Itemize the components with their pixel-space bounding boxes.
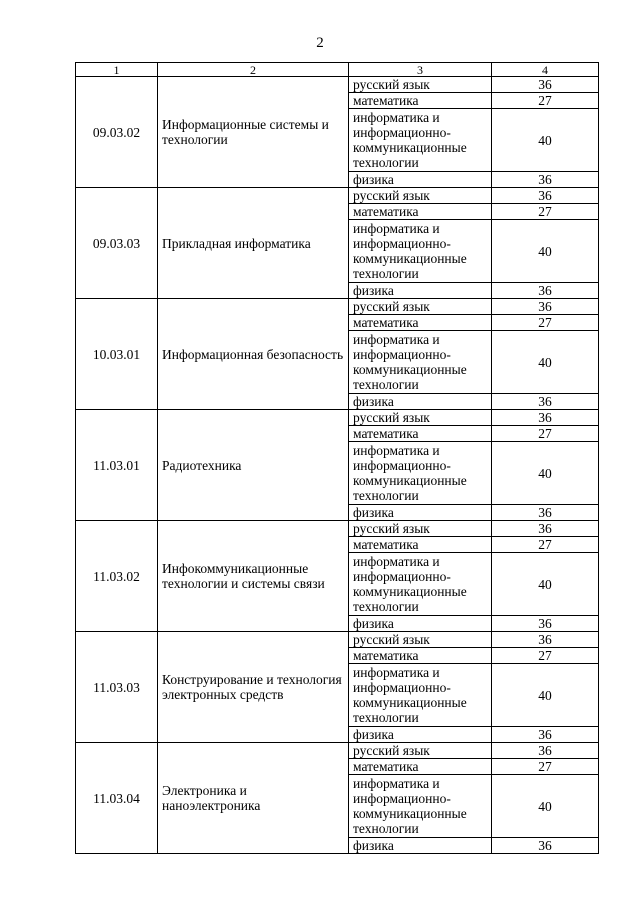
program-name: Информационная безопасность	[158, 299, 349, 410]
minimum-score: 36	[492, 283, 599, 299]
minimum-score: 27	[492, 759, 599, 775]
minimum-score: 36	[492, 616, 599, 632]
program-code: 11.03.01	[76, 410, 158, 521]
table-body	[76, 63, 599, 854]
exam-subject: информатика и информационно-коммуникационные технологии	[349, 109, 492, 172]
program-name: Инфокоммуникационные технологии и системы связи	[158, 521, 349, 632]
exam-subject: математика	[349, 648, 492, 664]
column-number-4: 4	[492, 63, 599, 77]
exam-subject: математика	[349, 93, 492, 109]
exam-subject: физика	[349, 172, 492, 188]
column-number-2: 2	[158, 63, 349, 77]
minimum-score: 36	[492, 77, 599, 93]
exam-subject: информатика и информационно-коммуникационные технологии	[349, 442, 492, 505]
column-number-1: 1	[76, 63, 158, 77]
exam-subject: русский язык	[349, 188, 492, 204]
exam-subject: русский язык	[349, 299, 492, 315]
admission-table	[75, 62, 599, 854]
program-name: Радиотехника	[158, 410, 349, 521]
program-code: 09.03.03	[76, 188, 158, 299]
column-number-3: 3	[349, 63, 492, 77]
minimum-score: 40	[492, 442, 599, 505]
program-code: 11.03.04	[76, 743, 158, 854]
minimum-score: 36	[492, 743, 599, 759]
exam-subject: информатика и информационно-коммуникационные технологии	[349, 664, 492, 727]
exam-subject: математика	[349, 759, 492, 775]
program-code: 11.03.03	[76, 632, 158, 743]
table-row	[76, 188, 599, 204]
exam-subject: математика	[349, 537, 492, 553]
minimum-score: 27	[492, 315, 599, 331]
program-name: Информационные системы и технологии	[158, 77, 349, 188]
minimum-score: 40	[492, 553, 599, 616]
exam-subject: математика	[349, 315, 492, 331]
exam-subject: физика	[349, 727, 492, 743]
exam-subject: информатика и информационно-коммуникационные технологии	[349, 553, 492, 616]
table-row	[76, 299, 599, 315]
minimum-score: 36	[492, 410, 599, 426]
table-row	[76, 410, 599, 426]
table-row	[76, 632, 599, 648]
minimum-score: 40	[492, 109, 599, 172]
table-row	[76, 521, 599, 537]
exam-subject: русский язык	[349, 632, 492, 648]
exam-subject: русский язык	[349, 77, 492, 93]
program-name: Прикладная информатика	[158, 188, 349, 299]
minimum-score: 27	[492, 648, 599, 664]
program-name: Конструирование и технология электронных средств	[158, 632, 349, 743]
program-code: 11.03.02	[76, 521, 158, 632]
minimum-score: 36	[492, 521, 599, 537]
exam-subject: физика	[349, 283, 492, 299]
minimum-score: 36	[492, 188, 599, 204]
exam-subject: русский язык	[349, 521, 492, 537]
minimum-score: 36	[492, 299, 599, 315]
exam-subject: физика	[349, 838, 492, 854]
exam-subject: информатика и информационно-коммуникационные технологии	[349, 331, 492, 394]
minimum-score: 27	[492, 93, 599, 109]
minimum-score: 36	[492, 727, 599, 743]
table-row	[76, 743, 599, 759]
minimum-score: 36	[492, 838, 599, 854]
minimum-score: 40	[492, 331, 599, 394]
minimum-score: 27	[492, 537, 599, 553]
exam-subject: информатика и информационно-коммуникационные технологии	[349, 220, 492, 283]
program-name: Электроника и наноэлектроника	[158, 743, 349, 854]
program-code: 10.03.01	[76, 299, 158, 410]
exam-subject: математика	[349, 426, 492, 442]
minimum-score: 36	[492, 172, 599, 188]
minimum-score: 40	[492, 664, 599, 727]
table-row	[76, 77, 599, 93]
exam-subject: физика	[349, 616, 492, 632]
exam-subject: физика	[349, 394, 492, 410]
minimum-score: 40	[492, 775, 599, 838]
column-numbers-row	[76, 63, 599, 77]
minimum-score: 36	[492, 632, 599, 648]
exam-subject: физика	[349, 505, 492, 521]
exam-subject: русский язык	[349, 743, 492, 759]
minimum-score: 40	[492, 220, 599, 283]
exam-subject: русский язык	[349, 410, 492, 426]
page-number: 2	[316, 35, 324, 51]
minimum-score: 36	[492, 394, 599, 410]
minimum-score: 27	[492, 426, 599, 442]
minimum-score: 27	[492, 204, 599, 220]
exam-subject: информатика и информационно-коммуникационные технологии	[349, 775, 492, 838]
exam-subject: математика	[349, 204, 492, 220]
program-code: 09.03.02	[76, 77, 158, 188]
minimum-score: 36	[492, 505, 599, 521]
